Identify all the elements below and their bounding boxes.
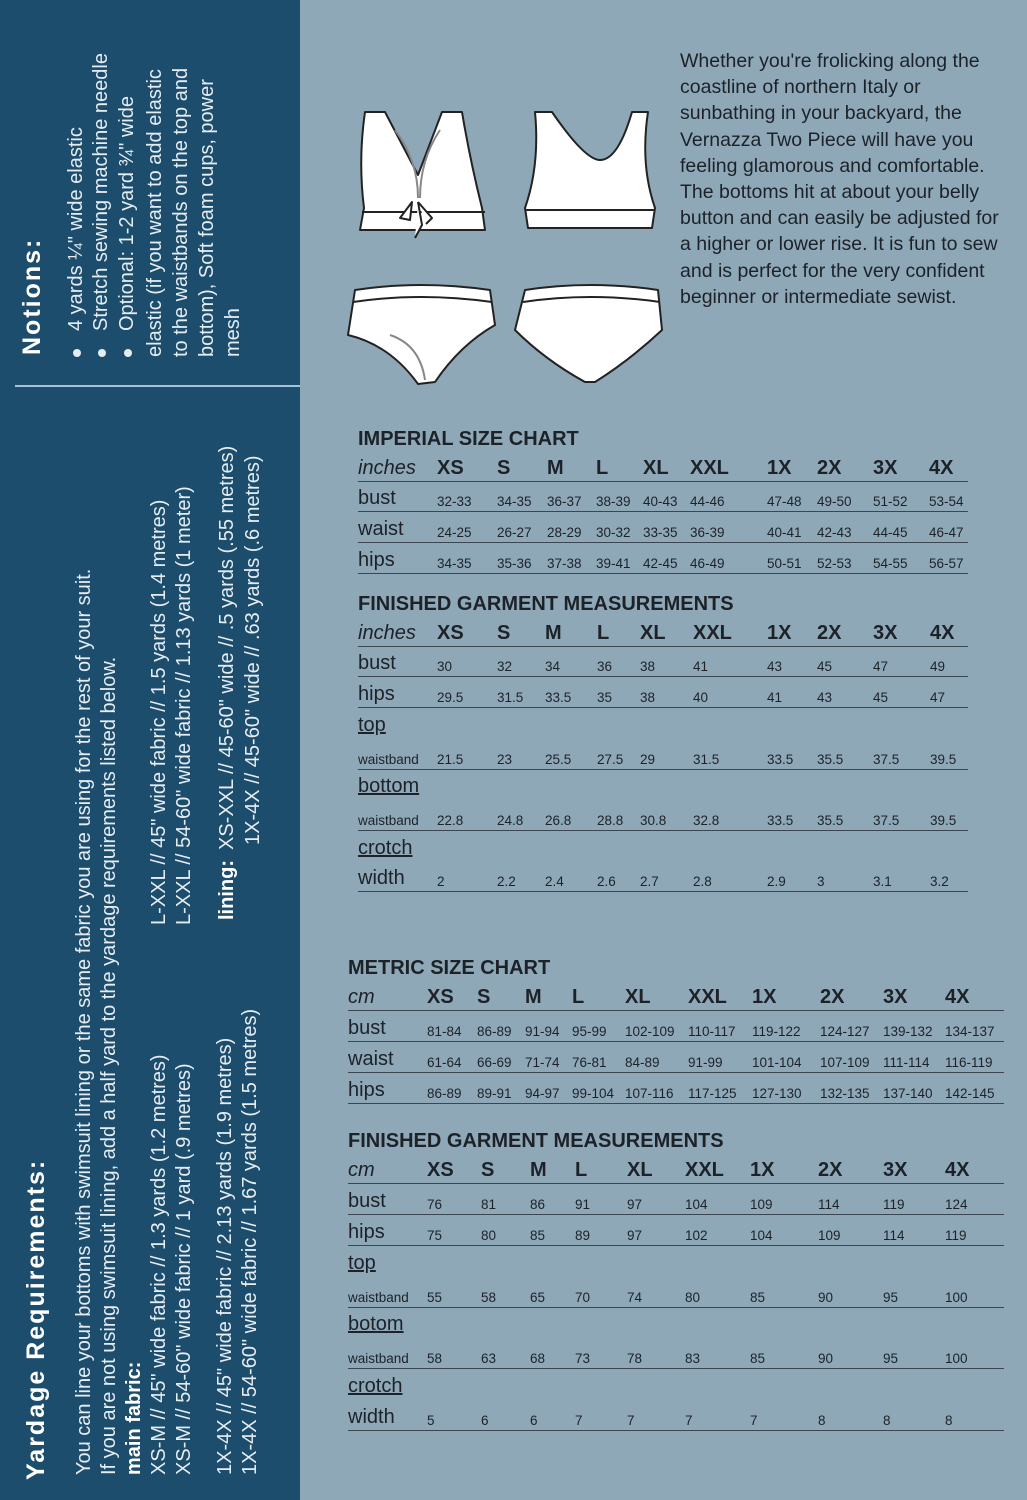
- measurement-value: 2.4: [545, 874, 564, 890]
- measurement-value: 114: [883, 1227, 905, 1243]
- measurement-value: 22.8: [437, 812, 464, 828]
- measurement-value: 109: [750, 1196, 773, 1212]
- measurement-value: 34-35: [497, 494, 532, 510]
- yardage-intro-2: If you are not using swimsuit lining, add a half yard to the yardage requirements listed below.: [98, 656, 120, 1475]
- measurement-value: 37-38: [547, 555, 582, 571]
- unit-label: inches: [358, 456, 416, 479]
- measurement-value: 58: [427, 1351, 443, 1367]
- size-chart-header-row: [358, 455, 968, 482]
- row-label: waist: [358, 518, 404, 541]
- measurement-value: 74: [627, 1289, 643, 1305]
- measurement-row: [348, 1281, 1004, 1308]
- measurement-value: 47: [873, 659, 889, 675]
- measurement-value: 41: [767, 690, 783, 706]
- measurement-value: 7: [575, 1413, 583, 1429]
- measurement-value: 8: [818, 1413, 826, 1429]
- row-label: waist: [348, 1047, 394, 1070]
- row-label: bust: [358, 652, 396, 675]
- measurement-value: 40-43: [643, 494, 678, 510]
- measurement-value: 124: [945, 1196, 968, 1212]
- measurement-value: 110-117: [688, 1023, 736, 1039]
- measurement-row: [358, 516, 968, 543]
- measurement-value: 95: [883, 1351, 899, 1367]
- measurement-value: 91: [575, 1196, 591, 1212]
- size-header: 4X: [930, 621, 955, 644]
- measurement-value: 97: [627, 1196, 643, 1212]
- size-header: S: [497, 621, 511, 644]
- measurement-value: 132-135: [820, 1085, 870, 1101]
- measurement-value: 94-97: [525, 1085, 560, 1101]
- measurement-value: 107-109: [820, 1054, 870, 1070]
- row-label: width: [348, 1406, 395, 1429]
- row-label: bust: [358, 487, 396, 510]
- measurement-row: [358, 773, 968, 799]
- measurement-value: 107-116: [625, 1085, 674, 1101]
- size-header: XS: [437, 456, 464, 479]
- measurement-value: 81: [481, 1196, 497, 1212]
- size-header: M: [545, 621, 562, 644]
- notions-continuation: elastic (if you want to add elastic: [144, 69, 166, 357]
- measurement-row: [348, 1015, 1004, 1042]
- main-fabric-line: XS-M // 45" wide fabric // 1.3 yards (1.2 metres): [148, 1054, 170, 1475]
- measurement-value: 2.7: [640, 874, 659, 890]
- measurement-row: [348, 1188, 1004, 1215]
- measurement-value: 45: [817, 659, 833, 675]
- size-header: L: [596, 456, 609, 479]
- measurement-value: 119: [883, 1196, 905, 1212]
- measurement-value: 28-29: [547, 525, 582, 541]
- measurement-value: 40-41: [767, 525, 802, 541]
- row-label: bust: [348, 1189, 386, 1212]
- measurement-value: 111-114: [883, 1054, 930, 1070]
- measurement-row: [348, 1342, 1004, 1369]
- measurement-value: 49-50: [817, 494, 852, 510]
- rotated-panel-content: [0, 0, 300, 1500]
- measurement-value: 26.8: [545, 812, 572, 828]
- measurement-value: 134-137: [945, 1023, 995, 1039]
- measurement-value: 6: [530, 1413, 538, 1429]
- measurement-value: 25.5: [545, 751, 572, 767]
- measurement-value: 38: [640, 690, 656, 706]
- measurement-value: 33.5: [545, 690, 572, 706]
- unit-label: cm: [348, 985, 375, 1008]
- size-header: 3X: [873, 456, 898, 479]
- measurement-value: 83: [685, 1351, 701, 1367]
- measurement-value: 3: [817, 874, 825, 890]
- measurement-value: 8: [945, 1413, 953, 1429]
- size-header: 2X: [817, 621, 842, 644]
- measurement-value: 36: [597, 659, 613, 675]
- notions-title: Notions:: [18, 237, 46, 355]
- measurement-value: 95-99: [572, 1023, 607, 1039]
- measurement-value: 33.5: [767, 751, 794, 767]
- measurement-value: 99-104: [572, 1085, 615, 1101]
- size-header: XL: [640, 621, 666, 644]
- size-header: 4X: [929, 456, 954, 479]
- size-header: XS: [437, 621, 464, 644]
- yardage-title: Yardage Requirements:: [22, 1158, 50, 1480]
- size-chart-title: METRIC SIZE CHART: [348, 957, 551, 979]
- row-label: crotch: [348, 1375, 403, 1398]
- measurement-value: 44-45: [873, 525, 908, 541]
- measurement-value: 2: [437, 874, 445, 890]
- measurement-value: 32.8: [693, 812, 720, 828]
- bullet-icon: [73, 349, 81, 357]
- row-label: hips: [358, 683, 395, 706]
- measurement-value: 76: [427, 1196, 443, 1212]
- measurement-value: 46-47: [929, 525, 964, 541]
- measurement-value: 24.8: [497, 812, 524, 828]
- main-fabric-line: L-XXL // 54-60" wide fabric // 1.13 yards (1 meter): [173, 486, 195, 925]
- measurement-value: 56-57: [929, 555, 964, 571]
- size-header: XL: [627, 1158, 653, 1181]
- measurement-value: 46-49: [690, 555, 725, 571]
- measurement-value: 104: [750, 1227, 773, 1243]
- measurement-value: 7: [627, 1413, 635, 1429]
- measurement-value: 91-99: [688, 1054, 723, 1070]
- bikini-top-back-illustration: [525, 112, 655, 228]
- measurement-value: 38: [640, 659, 656, 675]
- size-header: 1X: [750, 1158, 775, 1181]
- size-header: L: [572, 985, 585, 1008]
- row-label: crotch: [358, 836, 413, 859]
- pattern-description: Whether you're frolicking along the coastline of northern Italy or sunbathing in your backyard, the Vernazza Two Piece will have you feeling glamorous and comfortable. The bottoms hit at about your belly button and can easily be adjusted for a higher or lower rise. It is fun to sew and is perfect for the very confident beginner or intermediate sewist.: [680, 50, 999, 308]
- measurement-value: 68: [530, 1351, 546, 1367]
- measurement-value: 2.9: [767, 874, 786, 890]
- notions-item: Optional: 1-2 yard ¾" wide: [115, 96, 140, 357]
- bikini-bottom-front-illustration: [348, 285, 495, 384]
- size-header: XXL: [693, 621, 732, 644]
- measurement-value: 78: [627, 1351, 643, 1367]
- measurement-value: 86: [530, 1196, 546, 1212]
- measurement-value: 84-89: [625, 1054, 660, 1070]
- measurement-value: 2.2: [497, 874, 516, 890]
- bullet-icon: [98, 349, 106, 357]
- measurement-row: [348, 1311, 1004, 1337]
- measurement-value: 124-127: [820, 1023, 870, 1039]
- measurement-value: 8: [883, 1413, 891, 1429]
- row-label: width: [358, 867, 405, 890]
- measurement-value: 102-109: [625, 1023, 675, 1039]
- measurement-value: 3.1: [873, 874, 892, 890]
- measurement-value: 86-89: [477, 1023, 512, 1039]
- measurement-value: 80: [481, 1227, 497, 1243]
- measurement-value: 47: [930, 690, 946, 706]
- lining-line: XS-XXL // 45-60" wide // .5 yards (.55 metres): [216, 445, 238, 850]
- measurement-value: 34: [545, 659, 561, 675]
- measurement-value: 26-27: [497, 525, 532, 541]
- size-header: M: [547, 456, 564, 479]
- measurement-value: 39.5: [930, 751, 957, 767]
- measurement-value: 30-32: [596, 525, 631, 541]
- measurement-value: 42-43: [817, 525, 852, 541]
- measurement-value: 40: [693, 690, 709, 706]
- row-label: bust: [348, 1016, 386, 1039]
- measurement-value: 89: [575, 1227, 591, 1243]
- measurement-value: 55: [427, 1289, 443, 1305]
- measurement-value: 36-37: [547, 494, 582, 510]
- notions-continuation: to the waistbands on the top and: [170, 67, 192, 357]
- measurement-value: 85: [750, 1351, 766, 1367]
- row-label: hips: [358, 548, 395, 571]
- measurement-value: 35: [597, 690, 613, 706]
- size-header: L: [597, 621, 610, 644]
- measurement-value: 7: [750, 1413, 758, 1429]
- notions-continuation: bottom), Soft foam cups, power: [196, 79, 218, 357]
- size-header: 2X: [818, 1158, 843, 1181]
- size-header: XS: [427, 985, 454, 1008]
- size-header: 4X: [945, 1158, 970, 1181]
- measurement-value: 31.5: [693, 751, 720, 767]
- bikini-top-front-illustration: [360, 112, 485, 238]
- measurement-value: 75: [427, 1227, 443, 1243]
- row-label: waistband: [348, 1351, 409, 1367]
- measurement-row: [358, 650, 968, 677]
- measurement-value: 31.5: [497, 690, 524, 706]
- measurement-row: [348, 1077, 1004, 1104]
- measurement-value: 116-119: [945, 1054, 993, 1070]
- measurement-value: 45: [873, 690, 889, 706]
- measurement-value: 35.5: [817, 751, 844, 767]
- measurement-row: [358, 835, 968, 861]
- section-divider: [15, 385, 300, 387]
- measurement-value: 137-140: [883, 1085, 933, 1101]
- row-label: bottom: [358, 775, 420, 798]
- measurement-value: 65: [530, 1289, 546, 1305]
- size-header: XL: [643, 456, 669, 479]
- measurement-value: 104: [685, 1196, 708, 1212]
- lining-line: 1X-4X // 45-60" wide // .63 yards (.6 metres): [242, 455, 264, 845]
- measurement-value: 32-33: [437, 494, 472, 510]
- measurement-value: 23: [497, 751, 513, 767]
- bullet-icon: [124, 349, 132, 357]
- measurement-value: 139-132: [883, 1023, 933, 1039]
- size-header: L: [575, 1158, 588, 1181]
- measurement-row: [358, 743, 968, 770]
- size-chart-header-row: [348, 1157, 1004, 1184]
- measurement-value: 97: [627, 1227, 643, 1243]
- measurement-value: 81-84: [427, 1023, 462, 1039]
- measurement-value: 95: [883, 1289, 899, 1305]
- measurement-value: 33.5: [767, 812, 794, 828]
- measurement-value: 90: [818, 1351, 834, 1367]
- measurement-value: 7: [685, 1413, 693, 1429]
- measurement-value: 2.6: [597, 874, 616, 890]
- measurement-value: 85: [750, 1289, 766, 1305]
- size-header: 2X: [817, 456, 842, 479]
- measurement-value: 114: [818, 1196, 840, 1212]
- measurement-row: [348, 1373, 1004, 1399]
- measurement-value: 73: [575, 1351, 591, 1367]
- size-header: S: [481, 1158, 495, 1181]
- measurement-value: 6: [481, 1413, 489, 1429]
- measurement-value: 61-64: [427, 1054, 462, 1070]
- measurement-value: 90: [818, 1289, 834, 1305]
- main-fabric-label: main fabric:: [123, 1361, 145, 1475]
- measurement-value: 109: [818, 1227, 841, 1243]
- size-header: 1X: [752, 985, 777, 1008]
- size-header: 4X: [945, 985, 970, 1008]
- row-label: waistband: [358, 751, 419, 767]
- size-header: S: [477, 985, 491, 1008]
- measurement-value: 43: [817, 690, 833, 706]
- measurement-value: 71-74: [525, 1054, 560, 1070]
- size-header: XXL: [690, 456, 729, 479]
- measurement-value: 34-35: [437, 555, 472, 571]
- size-header: S: [497, 456, 511, 479]
- measurement-value: 76-81: [572, 1054, 607, 1070]
- measurement-row: [358, 547, 968, 574]
- measurement-value: 3.2: [930, 874, 949, 890]
- measurement-value: 100: [945, 1351, 968, 1367]
- unit-label: inches: [358, 621, 416, 644]
- measurement-row: [358, 804, 968, 831]
- unit-label: cm: [348, 1158, 375, 1181]
- size-chart-title: FINISHED GARMENT MEASUREMENTS: [348, 1130, 724, 1152]
- measurement-value: 27.5: [597, 751, 624, 767]
- measurement-value: 66-69: [477, 1054, 512, 1070]
- measurement-value: 43: [767, 659, 783, 675]
- measurement-value: 49: [930, 659, 946, 675]
- main-fabric-line: XS-M // 54-60" wide fabric // 1 yard (.9 metres): [173, 1063, 195, 1475]
- measurement-value: 29: [640, 751, 656, 767]
- measurement-value: 47-48: [767, 494, 802, 510]
- measurement-value: 63: [481, 1351, 497, 1367]
- measurement-value: 35.5: [817, 812, 844, 828]
- size-header: XXL: [688, 985, 727, 1008]
- measurement-value: 51-52: [873, 494, 908, 510]
- measurement-row: [348, 1046, 1004, 1073]
- row-label: hips: [348, 1220, 385, 1243]
- measurement-value: 28.8: [597, 812, 624, 828]
- measurement-value: 54-55: [873, 555, 908, 571]
- measurement-value: 33-35: [643, 525, 678, 541]
- measurement-row: [348, 1404, 1004, 1431]
- measurement-value: 53-54: [929, 494, 964, 510]
- info-panel: [0, 0, 300, 1500]
- measurement-row: [358, 681, 968, 708]
- bikini-bottom-back-illustration: [515, 285, 662, 382]
- measurement-value: 117-125: [688, 1085, 737, 1101]
- measurement-value: 5: [427, 1413, 435, 1429]
- size-header: XL: [625, 985, 651, 1008]
- measurement-value: 30.8: [640, 812, 667, 828]
- lining-label: lining:: [216, 860, 238, 920]
- measurement-value: 102: [685, 1227, 708, 1243]
- row-label: waistband: [348, 1289, 409, 1305]
- measurement-value: 38-39: [596, 494, 631, 510]
- measurement-value: 58: [481, 1289, 497, 1305]
- row-label: hips: [348, 1078, 385, 1101]
- main-fabric-line: 1X-4X // 45" wide fabric // 2.13 yards (1.9 metres): [214, 1037, 236, 1475]
- size-chart-title: IMPERIAL SIZE CHART: [358, 428, 579, 450]
- main-fabric-line: L-XXL // 45" wide fabric // 1.5 yards (1.4 metres): [148, 499, 170, 925]
- measurement-row: [358, 712, 968, 738]
- measurement-value: 50-51: [767, 555, 802, 571]
- measurement-value: 24-25: [437, 525, 472, 541]
- size-chart-title: FINISHED GARMENT MEASUREMENTS: [358, 593, 734, 615]
- measurement-value: 35-36: [497, 555, 532, 571]
- size-header: 3X: [873, 621, 898, 644]
- measurement-value: 37.5: [873, 751, 900, 767]
- size-header: M: [525, 985, 542, 1008]
- measurement-value: 127-130: [752, 1085, 802, 1101]
- size-header: 3X: [883, 1158, 908, 1181]
- size-chart-header-row: [348, 984, 1004, 1011]
- measurement-value: 91-94: [525, 1023, 560, 1039]
- size-header: 1X: [767, 621, 792, 644]
- notions-item: 4 yards ¼" wide elastic: [64, 127, 89, 357]
- measurement-value: 39.5: [930, 812, 957, 828]
- size-header: XS: [427, 1158, 454, 1181]
- size-header: M: [530, 1158, 547, 1181]
- row-label: top: [348, 1251, 376, 1274]
- size-header: 1X: [767, 456, 792, 479]
- measurement-value: 89-91: [477, 1085, 512, 1101]
- measurement-row: [358, 485, 968, 512]
- measurement-value: 42-45: [643, 555, 678, 571]
- yardage-intro-1: You can line your bottoms with swimsuit lining or the same fabric you are using for the rest of your suit.: [73, 568, 95, 1475]
- measurement-value: 142-145: [945, 1085, 995, 1101]
- measurement-value: 29.5: [437, 690, 464, 706]
- row-label: waistband: [358, 812, 419, 828]
- notions-item: Stretch sewing machine needle: [89, 53, 114, 357]
- measurement-value: 86-89: [427, 1085, 462, 1101]
- measurement-value: 52-53: [817, 555, 852, 571]
- measurement-value: 30: [437, 659, 453, 675]
- measurement-value: 37.5: [873, 812, 900, 828]
- measurement-value: 32: [497, 659, 513, 675]
- measurement-value: 44-46: [690, 494, 725, 510]
- row-label: top: [358, 713, 386, 736]
- size-header: XXL: [685, 1158, 724, 1181]
- garment-illustrations: [340, 90, 670, 390]
- size-header: 2X: [820, 985, 845, 1008]
- measurement-value: 21.5: [437, 751, 464, 767]
- measurement-value: 80: [685, 1289, 701, 1305]
- measurement-value: 119-122: [752, 1023, 801, 1039]
- row-label: botom: [348, 1313, 404, 1336]
- measurement-value: 70: [575, 1289, 591, 1305]
- notions-continuation: mesh: [222, 308, 244, 357]
- measurement-value: 41: [693, 659, 709, 675]
- measurement-value: 2.8: [693, 874, 712, 890]
- measurement-value: 39-41: [596, 555, 631, 571]
- measurement-value: 119: [945, 1227, 967, 1243]
- size-header: 3X: [883, 985, 908, 1008]
- measurement-row: [358, 865, 968, 892]
- measurement-row: [348, 1219, 1004, 1246]
- measurement-value: 85: [530, 1227, 546, 1243]
- measurement-value: 36-39: [690, 525, 725, 541]
- main-fabric-line: 1X-4X // 54-60" wide fabric // 1.67 yards (1.5 metres): [239, 1008, 261, 1475]
- measurement-value: 101-104: [752, 1054, 802, 1070]
- measurement-row: [348, 1250, 1004, 1276]
- size-chart-header-row: [358, 620, 968, 647]
- measurement-value: 100: [945, 1289, 968, 1305]
